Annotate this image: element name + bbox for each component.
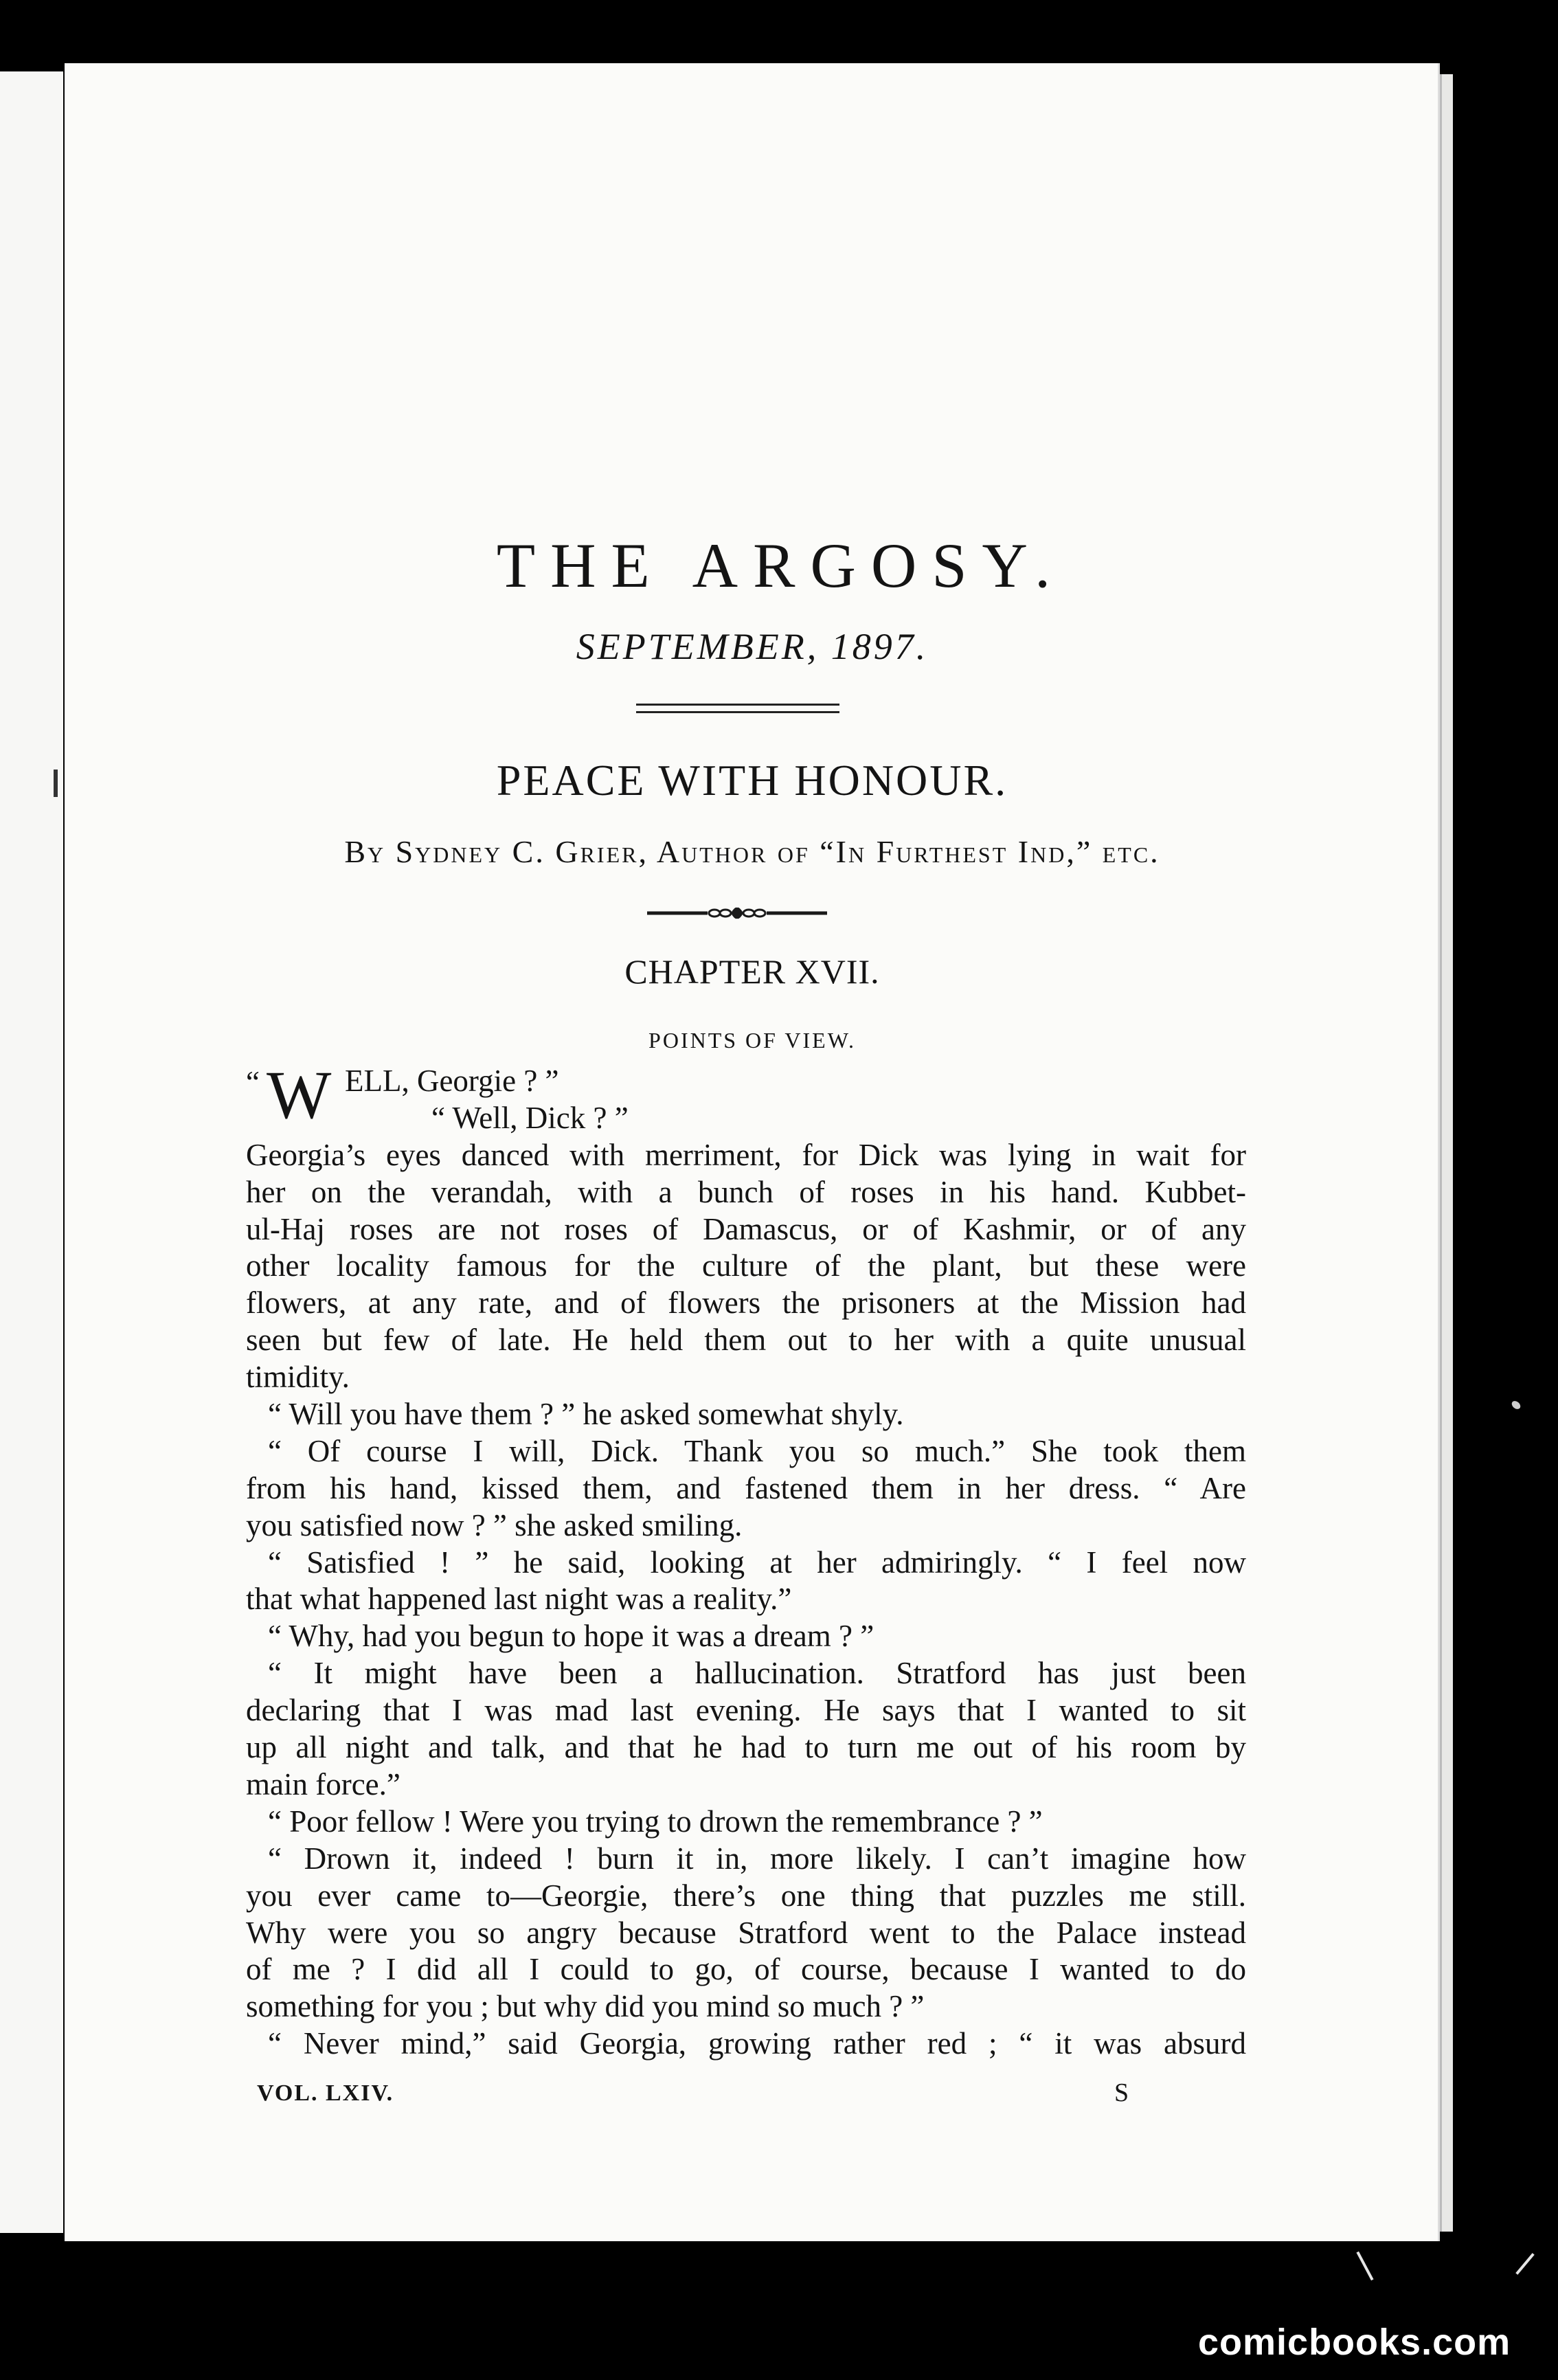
corner-stroke [1515, 2253, 1534, 2275]
text-line: “ Drown it, indeed ! burn it in, more likely. I can’t imagine how [268, 1841, 1246, 1876]
text-line: from his hand, kissed them, and fastened them in her dress. “ Are [246, 1470, 1246, 1505]
signature-letter: S [1114, 2078, 1129, 2107]
margin-blot [1510, 1400, 1522, 1411]
text-line: “ Well, Dick ? ” [431, 1100, 629, 1135]
text-line: ELL, Georgie ? ” [345, 1064, 559, 1098]
watermark: comicbooks.com [1198, 2322, 1511, 2363]
text-line: “ Of course I will, Dick. Thank you so much.” She took them [268, 1433, 1246, 1468]
chapter-subtitle: POINTS OF VIEW. [648, 1028, 856, 1053]
text-line: Georgia’s eyes danced with merriment, for Dick was lying in wait for [246, 1137, 1246, 1172]
text-line: you satisfied now ? ” she asked smiling. [246, 1507, 743, 1542]
text-line: main force.” [246, 1766, 400, 1801]
text-line: “ Why, had you begun to hope it was a dream ? ” [268, 1619, 874, 1654]
text-line: that what happened last night was a reality.” [246, 1582, 792, 1617]
opening-quote: “ [246, 1065, 260, 1099]
issue-date: SEPTEMBER, 1897. [576, 626, 929, 667]
ornament-divider [647, 903, 827, 923]
opening-paragraph [246, 1057, 1246, 1137]
text-line: seen but few of late. He held them out to her with a quite unusual [246, 1323, 1246, 1358]
story-title: PEACE WITH HONOUR. [496, 756, 1008, 805]
gutter-mark [54, 770, 58, 797]
text-line: something for you ; but why did you mind so much ? ” [246, 1989, 925, 2024]
corner-stroke [1356, 2252, 1373, 2280]
text-line: “ Never mind,” said Georgia, growing rather red ; “ it was absurd [268, 2026, 1246, 2061]
text-line: ul-Haj roses are not roses of Damascus, or of Kashmir, or of any [246, 1211, 1246, 1246]
text-line: you ever came to—Georgie, there’s one thing that puzzles me still. [246, 1878, 1246, 1913]
text-line: “ Satisfied ! ” he said, looking at her admiringly. “ I feel now [268, 1545, 1246, 1580]
body-text [246, 1057, 1246, 2063]
text-line: “ Will you have them ? ” he asked somewhat shyly. [268, 1397, 904, 1432]
facing-page-edge [0, 71, 63, 2233]
text-line: up all night and talk, and that he had to turn me out of his room by [246, 1730, 1246, 1765]
chapter-heading: CHAPTER XVII. [624, 952, 880, 991]
text-line: her on the verandah, with a bunch of roses in his hand. Kubbet- [246, 1174, 1246, 1209]
drop-cap: W [267, 1057, 332, 1133]
text-line: Why were you so angry because Stratford went to the Palace instead [246, 1915, 1246, 1950]
text-line: flowers, at any rate, and of flowers the prisoners at the Mission had [246, 1286, 1246, 1321]
text-line: “ It might have been a hallucination. Stratford has just been [268, 1656, 1246, 1691]
text-line: of me ? I did all I could to go, of course, because I wanted to do [246, 1952, 1246, 1987]
page-edge [1440, 74, 1453, 2232]
byline: By Sydney C. Grier, Author of “In Furthest Ind,” etc. [344, 834, 1160, 869]
text-line: other locality famous for the culture of the plant, but these were [246, 1248, 1246, 1283]
signature-volume: VOL. LXIV. [257, 2080, 394, 2106]
magazine-title: THE ARGOSY. [496, 530, 1066, 600]
text-line: “ Poor fellow ! Were you trying to drown the remembrance ? ” [268, 1804, 1043, 1839]
text-line: declaring that I was mad last evening. He says that I wanted to sit [246, 1693, 1246, 1728]
double-rule-divider [636, 704, 839, 713]
text-line: timidity. [246, 1360, 350, 1395]
